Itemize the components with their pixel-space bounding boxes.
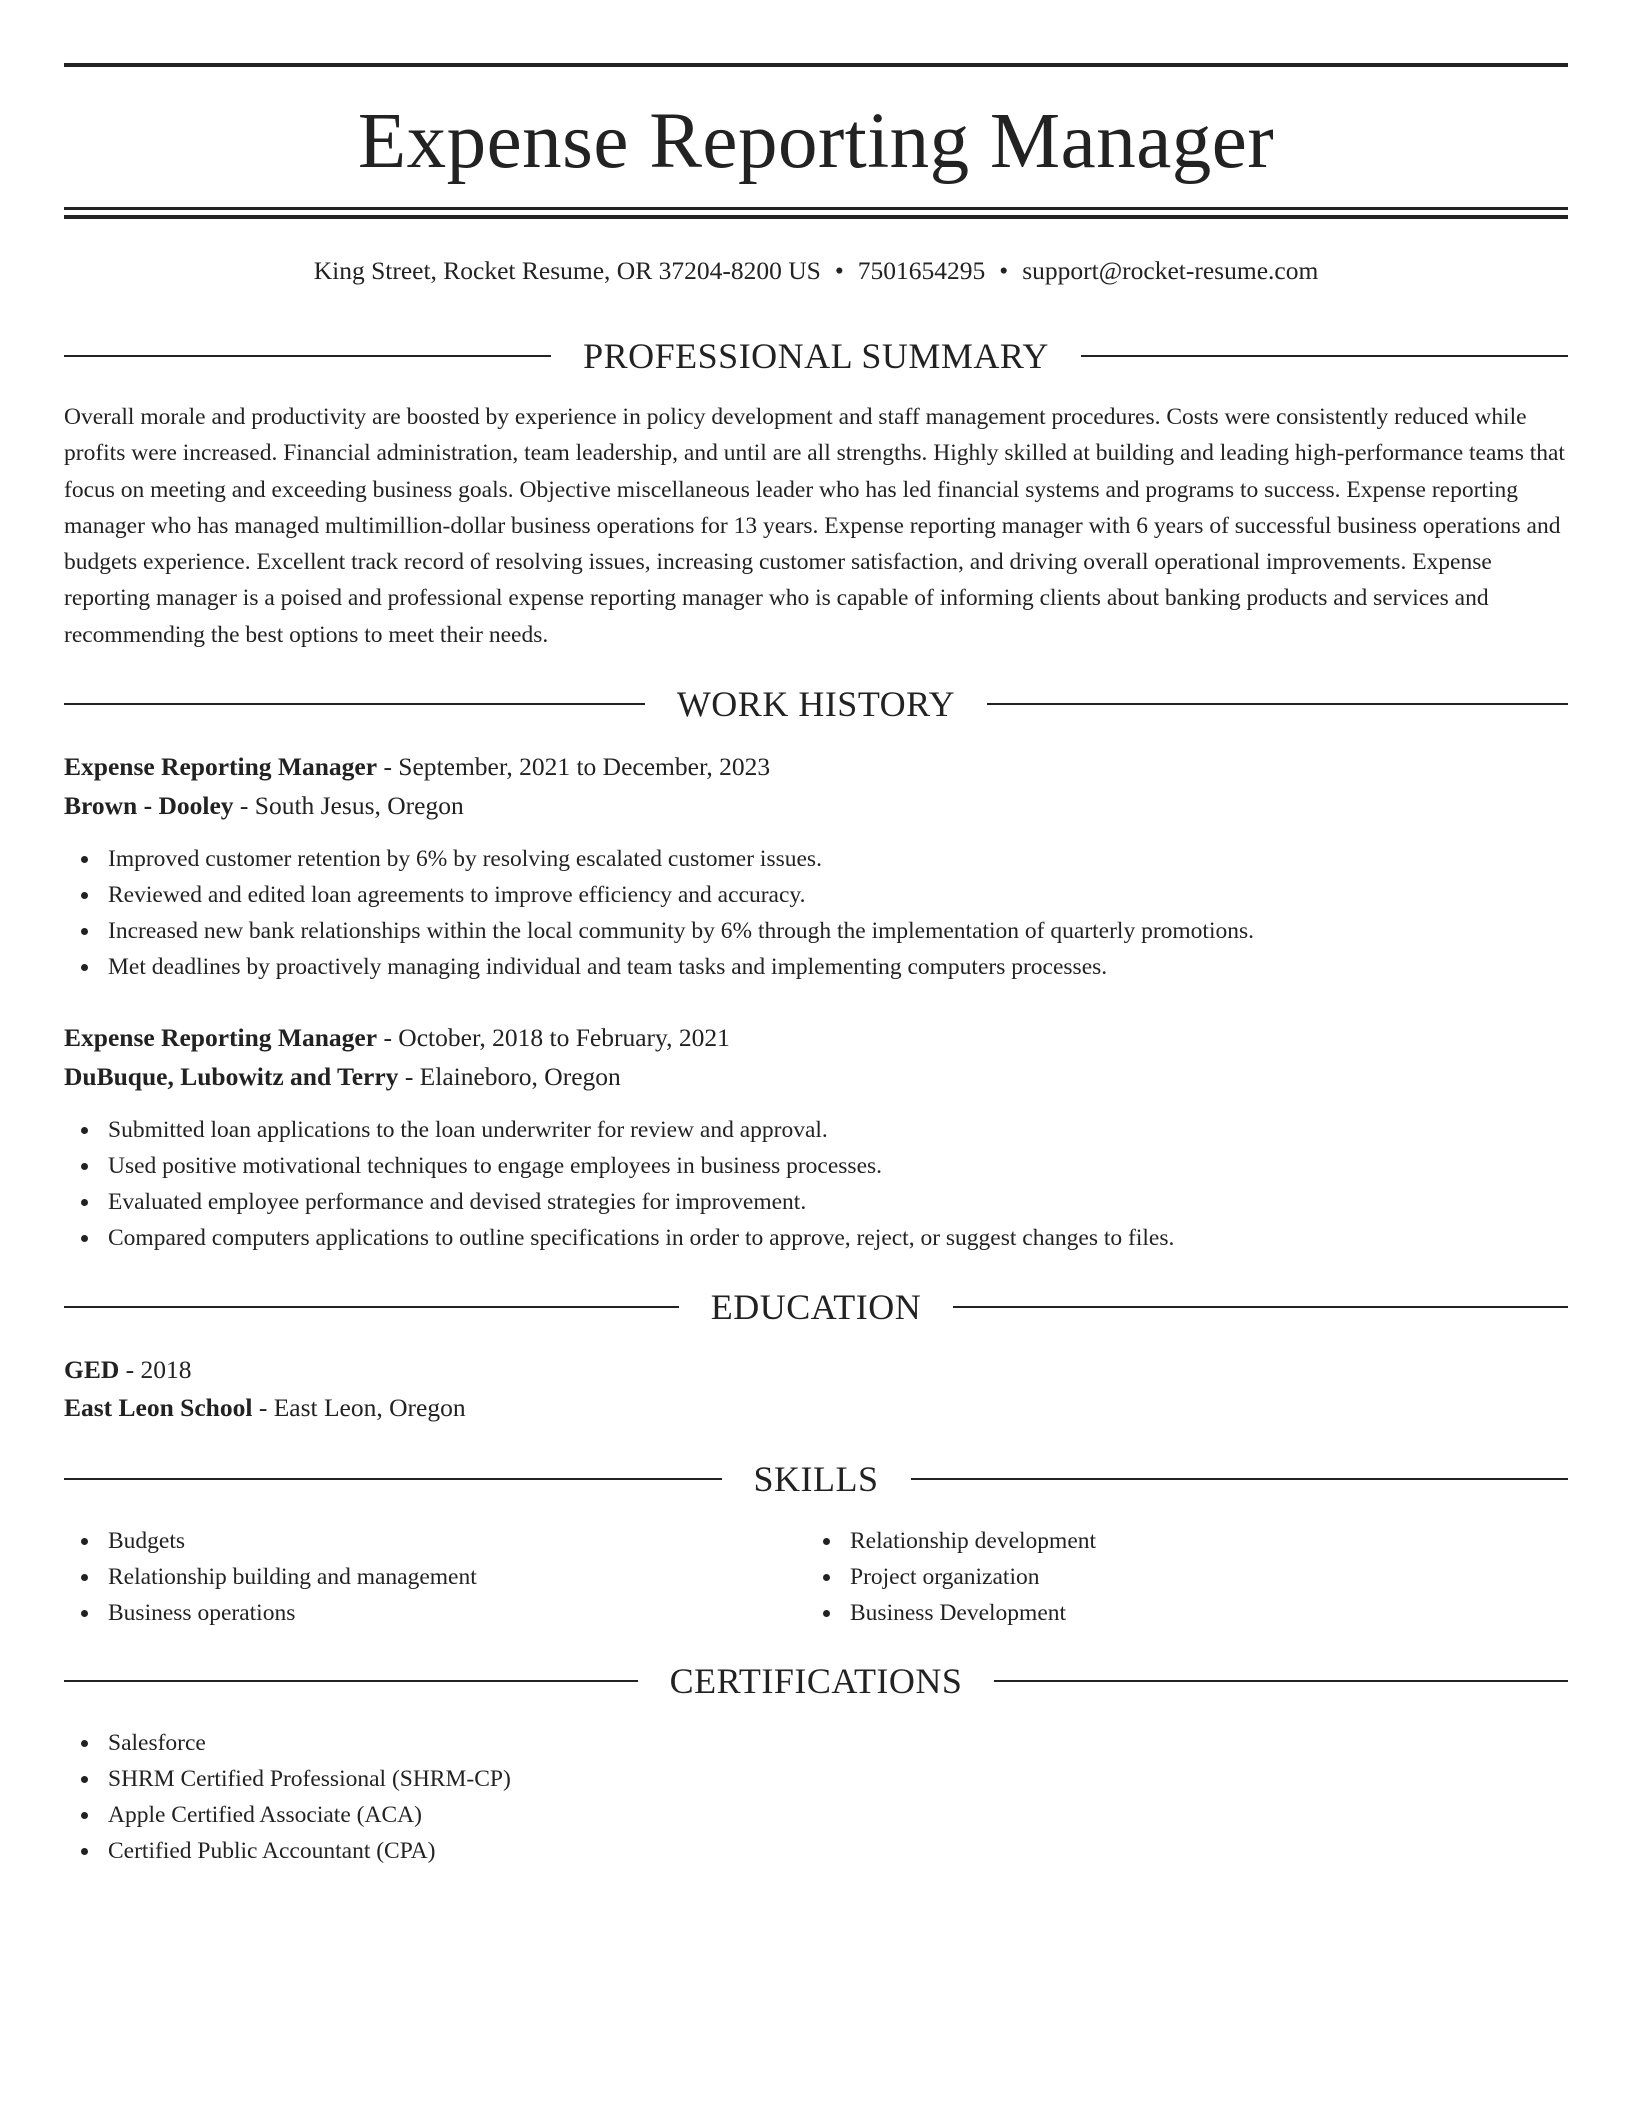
header-double-rule-lower bbox=[64, 215, 1568, 219]
section-title: SKILLS bbox=[753, 1459, 879, 1499]
education-location: - East Leon, Oregon bbox=[252, 1393, 466, 1422]
contact-phone: 7501654295 bbox=[857, 256, 986, 285]
job-title-line bbox=[64, 749, 770, 785]
candidate-name: Expense Reporting Manager bbox=[357, 98, 1275, 185]
section-title: CERTIFICATIONS bbox=[669, 1661, 963, 1701]
education-degree: GED bbox=[64, 1355, 120, 1384]
heading-rule bbox=[1081, 355, 1568, 357]
heading-rule bbox=[64, 355, 551, 357]
heading-rule bbox=[64, 1478, 722, 1480]
header-double-rule-upper bbox=[64, 207, 1568, 210]
section-title: WORK HISTORY bbox=[676, 684, 956, 724]
job-bullets bbox=[64, 1112, 1174, 1256]
heading-rule bbox=[64, 1680, 638, 1682]
list-item: Salesforce bbox=[64, 1725, 511, 1761]
list-item: Improved customer retention by 6% by resolving escalated customer issues. bbox=[64, 841, 1254, 877]
job-company: DuBuque, Lubowitz and Terry bbox=[64, 1062, 399, 1091]
job-company-line bbox=[64, 1059, 621, 1095]
section-heading-skills bbox=[64, 1457, 1568, 1501]
list-item: Relationship building and management bbox=[64, 1559, 477, 1595]
education-school-line bbox=[64, 1390, 466, 1426]
contact-separator: • bbox=[999, 256, 1009, 285]
list-item: Business operations bbox=[64, 1595, 477, 1631]
list-item: Apple Certified Associate (ACA) bbox=[64, 1797, 511, 1833]
heading-rule bbox=[64, 1306, 679, 1308]
job-company-line bbox=[64, 788, 464, 824]
heading-rule bbox=[994, 1680, 1568, 1682]
list-item: Met deadlines by proactively managing individual and team tasks and implementing computers processes. bbox=[64, 949, 1254, 985]
job-dates: - October, 2018 to February, 2021 bbox=[377, 1023, 730, 1052]
list-item: Compared computers applications to outline specifications in order to approve, reject, or suggest changes to files. bbox=[64, 1220, 1174, 1256]
list-item: Reviewed and edited loan agreements to improve efficiency and accuracy. bbox=[64, 877, 1254, 913]
education-year: - 2018 bbox=[119, 1355, 192, 1384]
heading-rule bbox=[911, 1478, 1569, 1480]
list-item: SHRM Certified Professional (SHRM-CP) bbox=[64, 1761, 511, 1797]
section-heading-certifications bbox=[64, 1659, 1568, 1703]
list-item: Budgets bbox=[64, 1523, 477, 1559]
heading-rule bbox=[987, 703, 1568, 705]
job-company: Brown - Dooley bbox=[64, 791, 234, 820]
job-title-line bbox=[64, 1020, 730, 1056]
list-item: Relationship development bbox=[806, 1523, 1096, 1559]
contact-line bbox=[64, 254, 1568, 288]
heading-rule bbox=[64, 703, 645, 705]
list-item: Business Development bbox=[806, 1595, 1096, 1631]
contact-address: King Street, Rocket Resume, OR 37204-8200 US bbox=[313, 256, 821, 285]
certifications-list bbox=[64, 1725, 511, 1869]
list-item: Used positive motivational techniques to engage employees in business processes. bbox=[64, 1148, 1174, 1184]
contact-separator: • bbox=[834, 256, 844, 285]
list-item: Evaluated employee performance and devised strategies for improvement. bbox=[64, 1184, 1174, 1220]
header-top-rule bbox=[64, 63, 1568, 67]
list-item: Submitted loan applications to the loan underwriter for review and approval. bbox=[64, 1112, 1174, 1148]
section-heading-education bbox=[64, 1285, 1568, 1329]
list-item: Project organization bbox=[806, 1559, 1096, 1595]
list-item: Increased new bank relationships within the local community by 6% through the implementation of quarterly promotions. bbox=[64, 913, 1254, 949]
section-title: EDUCATION bbox=[710, 1287, 922, 1327]
section-heading-work-history bbox=[64, 682, 1568, 726]
section-heading-summary bbox=[64, 334, 1568, 378]
skills-list-left bbox=[64, 1523, 477, 1631]
job-location: - South Jesus, Oregon bbox=[233, 791, 464, 820]
heading-rule bbox=[953, 1306, 1568, 1308]
section-title: PROFESSIONAL SUMMARY bbox=[583, 336, 1049, 376]
job-bullets bbox=[64, 841, 1254, 985]
list-item: Certified Public Accountant (CPA) bbox=[64, 1833, 511, 1869]
job-title: Expense Reporting Manager bbox=[64, 1023, 378, 1052]
education-degree-line bbox=[64, 1352, 192, 1388]
job-location: - Elaineboro, Oregon bbox=[398, 1062, 621, 1091]
education-school: East Leon School bbox=[64, 1393, 253, 1422]
job-dates: - September, 2021 to December, 2023 bbox=[377, 752, 771, 781]
contact-email: support@rocket-resume.com bbox=[1022, 256, 1319, 285]
skills-list-right bbox=[806, 1523, 1096, 1631]
summary-text: Overall morale and productivity are boosted by experience in policy development and staff management procedures. Costs were consistently reduced while profits were increased. Financial administration, team leadership, and until are all strengths. Highly skilled at building and leading high-performance teams that focus on meeting and exceeding business goals. Objective miscellaneous leader who has led financial systems and programs to success. Expense reporting manager who has managed multimillion-dollar business operations for 13 years. Expense reporting manager with 6 years of successful business operations and budgets experience. Excellent track record of resolving issues, increasing customer satisfaction, and driving overall operational improvements. Expense reporting manager is a poised and professional expense reporting manager who is capable of informing clients about banking products and services and recommending the best options to meet their needs. bbox=[64, 404, 1565, 648]
job-title: Expense Reporting Manager bbox=[64, 752, 378, 781]
